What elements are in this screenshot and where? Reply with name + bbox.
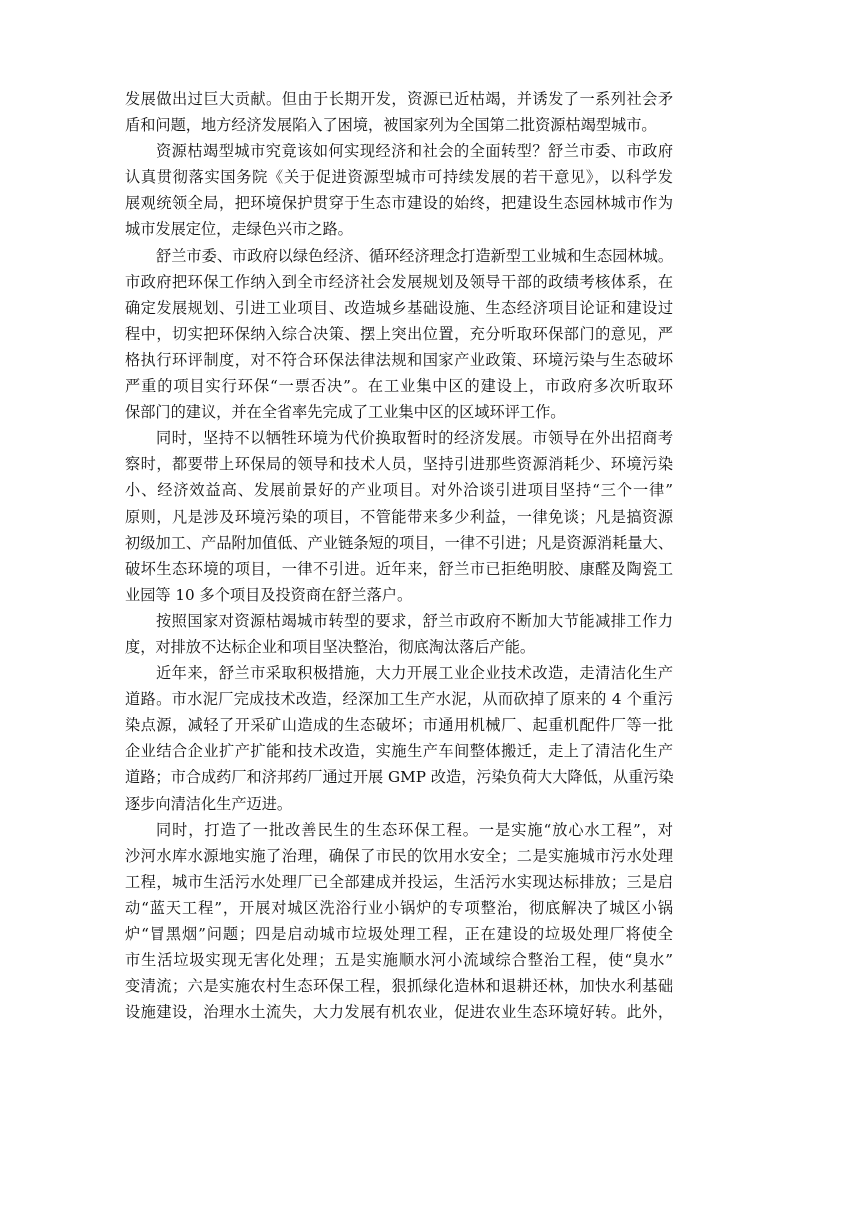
text-line: 保部门的建议，并在全省率先完成了工业集中区的区域环评工作。 xyxy=(125,403,566,422)
text-line: 程中，切实把环保纳入综合决策、摆上突出位置，充分听取环保部门的意见，严 xyxy=(125,324,673,343)
text-line: 道路；市合成药厂和济邦药厂通过开展 GMP 改造，污染负荷大大降低，从重污染 xyxy=(125,768,674,787)
text-line: 城市发展定位，走绿色兴市之路。 xyxy=(125,220,353,239)
text-line: 舒兰市委、市政府以绿色经济、循环经济理念打造新型工业城和生态园林城。 xyxy=(156,246,673,265)
text-line: 炉“冒黑烟”问题；四是启动城市垃圾处理工程，正在建设的垃圾处理厂将使全 xyxy=(125,925,673,943)
text-line: 展观统领全局，把环境保护贯穿于生态市建设的始终，把建设生态园林城市作为 xyxy=(125,194,673,213)
text-line: 确定发展规划、引进工业项目、改造城乡基础设施、生态经济项目论证和建设过 xyxy=(125,298,673,317)
paragraph xyxy=(125,425,673,608)
text-line: 沙河水库水源地实施了治理，确保了市民的饮用水安全；二是实施城市污水处理 xyxy=(125,846,673,865)
text-line: 染点源，减轻了开采矿山造成的生态破坏；市通用机械厂、起重机配件厂等一批 xyxy=(125,716,673,735)
text-line: 同时，打造了一批改善民生的生态环保工程。一是实施“放心水工程”，对 xyxy=(156,820,673,839)
text-line: 近年来，舒兰市采取积极措施，大力开展工业企业技术改造，走清洁化生产 xyxy=(156,664,673,683)
text-line: 原则，凡是涉及环境污染的项目，不管能带来多少利益，一律免谈；凡是搞资源 xyxy=(125,507,673,526)
text-line: 资源枯竭型城市究竟该如何实现经济和社会的全面转型？舒兰市委、市政府 xyxy=(156,142,673,161)
text-line: 市生活垃圾实现无害化处理；五是实施顺水河小流域综合整治工程，使“臭水” xyxy=(125,951,673,970)
text-line: 度，对排放不达标企业和项目坚决整治，彻底淘汰落后产能。 xyxy=(125,637,536,656)
text-line: 盾和问题，地方经济发展陷入了困境，被国家列为全国第二批资源枯竭型城市。 xyxy=(125,116,657,135)
paragraph xyxy=(125,243,673,426)
text-line: 设施建设，治理水土流失，大力发展有机农业，促进农业生态环境好转。此外， xyxy=(125,1003,673,1022)
text-line: 按照国家对资源枯竭城市转型的要求，舒兰市政府不断加大节能减排工作力 xyxy=(156,611,673,630)
paragraph xyxy=(125,138,673,242)
text-line: 发展做出过巨大贡献。但由于长期开发，资源已近枯竭，并诱发了一系列社会矛 xyxy=(125,90,673,108)
text-line: 破坏生态环境的项目，一律不引进。近年来，舒兰市已拒绝明胶、康醛及陶瓷工 xyxy=(125,559,673,578)
paragraph xyxy=(125,608,673,660)
paragraph xyxy=(125,817,673,1026)
text-line: 市政府把环保工作纳入到全市经济社会发展规划及领导干部的政绩考核体系，在 xyxy=(125,272,673,291)
text-line: 动“蓝天工程”，开展对城区洗浴行业小锅炉的专项整治，彻底解决了城区小锅 xyxy=(125,898,673,917)
text-line: 严重的项目实行环保“一票否决”。在工业集中区的建设上，市政府多次听取环 xyxy=(125,377,673,396)
text-line: 初级加工、产品附加值低、产业链条短的项目，一律不引进；凡是资源消耗量大、 xyxy=(125,533,673,552)
paragraph xyxy=(125,86,673,138)
text-line: 变清流；六是实施农村生态环保工程，狠抓绿化造林和退耕还林，加快水利基础 xyxy=(125,977,673,996)
document-body xyxy=(125,86,673,1025)
text-line: 认真贯彻落实国务院《关于促进资源型城市可持续发展的若干意见》，以科学发 xyxy=(125,168,673,187)
text-line: 道路。市水泥厂完成技术改造，经深加工生产水泥，从而砍掉了原来的 4 个重污 xyxy=(125,690,673,709)
text-line: 业园等 10 多个项目及投资商在舒兰落户。 xyxy=(125,585,413,604)
text-line: 工程，城市生活污水处理厂已全部建成并投运，生活污水实现达标排放；三是启 xyxy=(125,872,673,891)
text-line: 逐步向清洁化生产迈进。 xyxy=(125,794,293,813)
text-line: 同时，坚持不以牺牲环境为代价换取暂时的经济发展。市领导在外出招商考 xyxy=(156,429,673,448)
text-line: 格执行环评制度，对不符合环保法律法规和国家产业政策、环境污染与生态破坏 xyxy=(125,350,673,369)
text-line: 察时，都要带上环保局的领导和技术人员，坚持引进那些资源消耗少、环境污染 xyxy=(125,455,673,474)
text-line: 企业结合企业扩产扩能和技术改造，实施生产车间整体搬迁，走上了清洁化生产 xyxy=(125,742,673,761)
text-line: 小、经济效益高、发展前景好的产业项目。对外洽谈引进项目坚持“三个一律” xyxy=(125,481,673,500)
paragraph xyxy=(125,660,673,817)
